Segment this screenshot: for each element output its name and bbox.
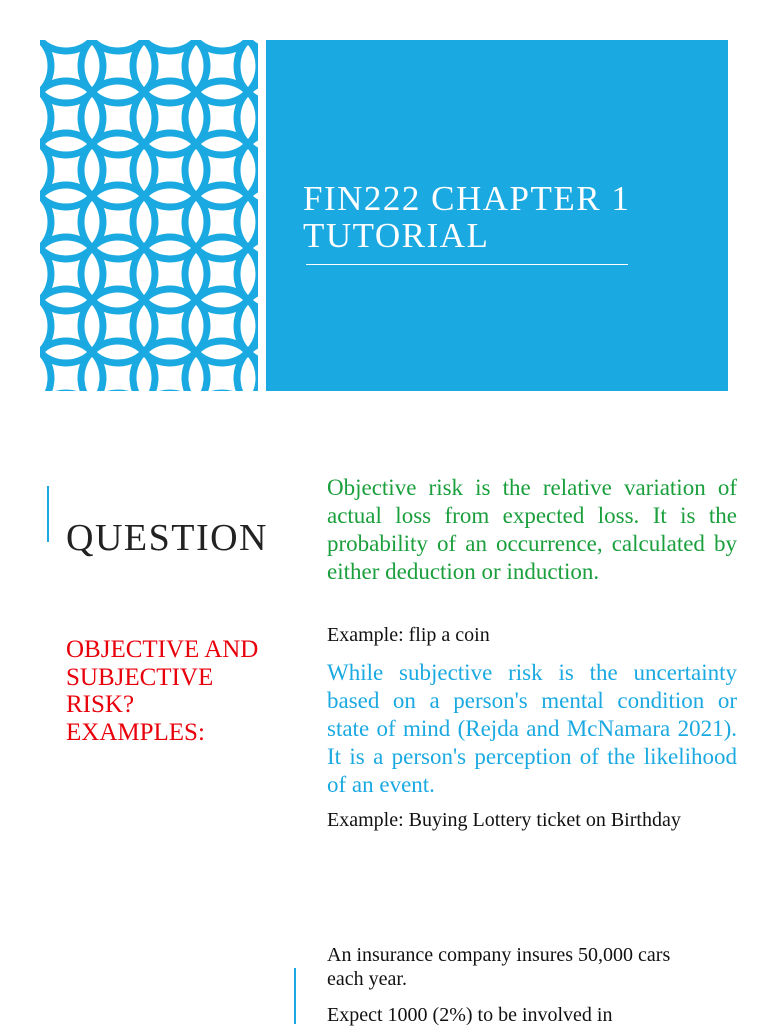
accent-bar — [47, 486, 49, 542]
insurance-example-line1: An insurance company insures 50,000 cars each year. — [327, 944, 671, 990]
interlocking-circles-icon — [40, 40, 258, 391]
objective-risk-example: Example: flip a coin — [327, 624, 490, 646]
accent-bar-slide3 — [294, 968, 296, 1024]
decorative-circle-pattern — [40, 40, 258, 391]
question-heading: QUESTION — [66, 517, 268, 559]
title-underline — [306, 264, 628, 265]
insurance-example-line2: Expect 1000 (2%) to be involved in — [327, 1004, 613, 1026]
subjective-risk-definition: While subjective risk is the uncertainty based on a person's mental condition or state of mind (Rejda and McNamara 2021). It is a person's perception of the likelihood of an event. — [327, 660, 737, 797]
slide-title: FIN222 CHAPTER 1 TUTORIAL — [303, 179, 631, 255]
title-banner — [266, 40, 728, 391]
objective-risk-definition: Objective risk is the relative variation of actual loss from expected loss. It is the probability of an occurrence, calculated by either deduction or induction. — [327, 475, 737, 584]
subjective-risk-example: Example: Buying Lottery ticket on Birthday — [327, 809, 681, 831]
question-subheading: OBJECTIVE AND SUBJECTIVE RISK? EXAMPLES: — [66, 636, 259, 746]
